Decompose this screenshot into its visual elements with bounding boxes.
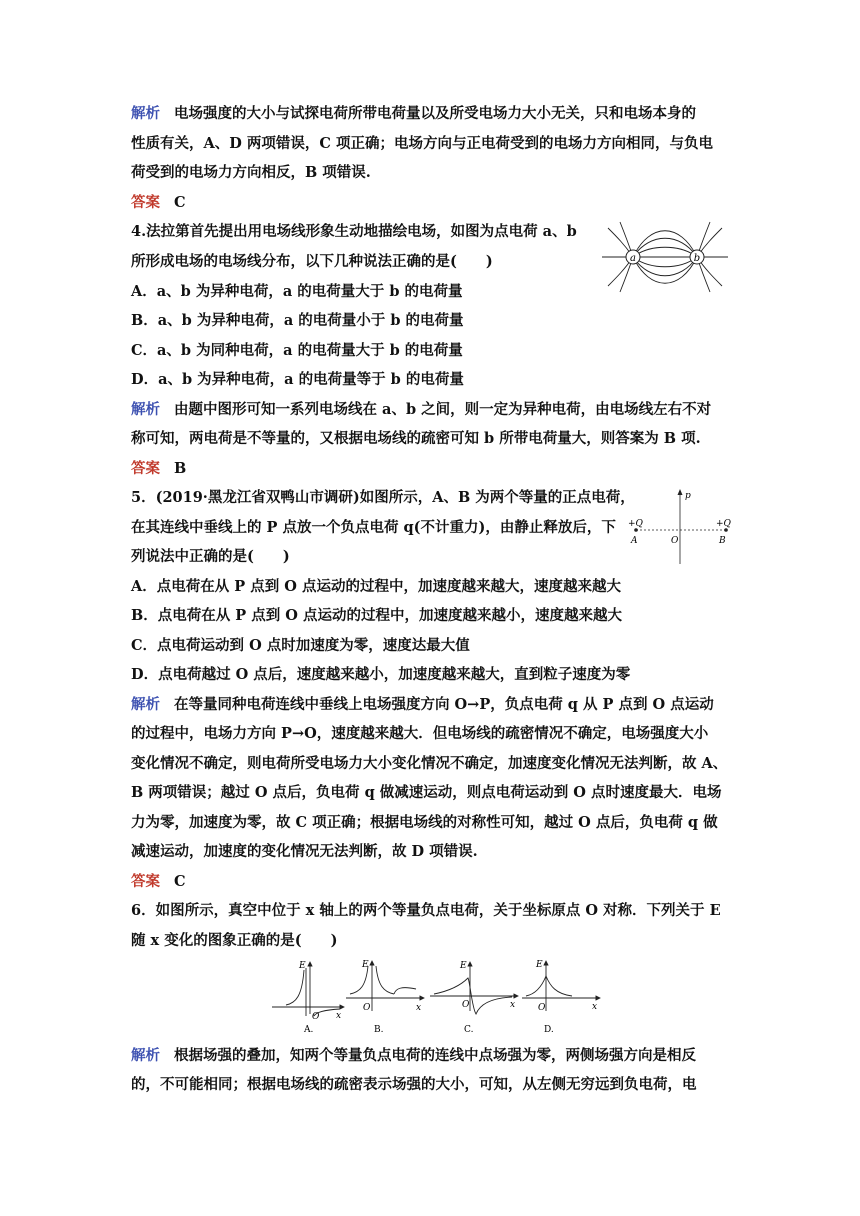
point-b-label: B (719, 536, 726, 546)
axis-e-label: E (536, 960, 543, 970)
axis-x-label: x (592, 1002, 598, 1012)
answer-label: 答案 (131, 194, 160, 211)
axis-e-label: E (362, 960, 369, 970)
origin-o-label: O (462, 1000, 470, 1010)
graph-caption: C. (464, 1025, 474, 1035)
q6-stem: 随 x 变化的图象正确的是( ) (131, 932, 338, 949)
origin-o-label: O (312, 1012, 320, 1022)
answer-value: B (174, 460, 187, 477)
graph-caption: A. (304, 1025, 314, 1035)
q5-analysis: 变化情况不确定，则电荷所受电场力大小变化情况不确定，加速度变化情况无法判断，故 A、 (131, 755, 728, 772)
q5-stem: 列说法中正确的是( ) (131, 548, 290, 565)
axis-x-label: x (510, 1000, 516, 1010)
q5-analysis: 力为零，加速度为零，故 C 项正确；根据电场线的对称性可知，越过 O 点后，负电荷 q 做 (131, 814, 718, 831)
analysis-line: 荷受到的电场力方向相反，B 项错误. (131, 164, 371, 181)
point-o-label: O (671, 536, 679, 546)
point-a-label: A (631, 536, 638, 546)
q4-stem: 4.法拉第首先提出用电场线形象生动地描绘电场，如图为点电荷 a、b (131, 223, 577, 240)
point-p-label: p (685, 491, 691, 501)
charge-a-label: a (630, 253, 636, 264)
axis-e-label: E (299, 961, 306, 971)
answer-value: C (174, 194, 186, 211)
q5-option-a: A．点电荷在从 P 点到 O 点运动的过程中，加速度越来越大，速度越来越大 (131, 578, 621, 595)
e-x-graphs-figure (266, 956, 606, 1036)
equal-charges-figure (622, 486, 742, 566)
q5-stem: 在其连线中垂线上的 P 点放一个负点电荷 q(不计重力)，由静止释放后，下 (131, 519, 616, 536)
q5-analysis: 减速运动，加速度的变化情况无法判断，故 D 项错误. (131, 843, 478, 860)
answer-line (131, 193, 186, 213)
q5-analysis: B 两项错误；越过 O 点后，负电荷 q 做减速运动，则点电荷运动到 O 点时速度最大．电场 (131, 784, 722, 801)
analysis-label: 解析 (131, 401, 160, 418)
q5-analysis: 的过程中，电场力方向 P→O，速度越来越大．但电场线的疏密情况不确定，电场强度大小 (131, 725, 709, 742)
analysis-line: 性质有关，A、D 两项错误，C 项正确；电场方向与正电荷受到的电场力方向相同，与负电 (131, 135, 713, 152)
q4-analysis: 解析 由题中图形可知一系列电场线在 a、b 之间，则一定为异种电荷，由电场线左右不对 (131, 401, 712, 418)
q4-stem: 所形成电场的电场线分布，以下几种说法正确的是( ) (131, 253, 493, 270)
analysis-label: 解析 (131, 1047, 160, 1064)
analysis-line: 解析 电场强度的大小与试探电荷所带电荷量以及所受电场力大小无关，只和电场本身的 (131, 105, 696, 122)
answer-label: 答案 (131, 460, 160, 477)
q4-option-b: B．a、b 为异种电荷，a 的电荷量小于 b 的电荷量 (131, 312, 464, 329)
graph-caption: D. (544, 1025, 554, 1035)
q5-answer (131, 872, 186, 892)
q5-analysis: 解析 在等量同种电荷连线中垂线上电场强度方向 O→P，负点电荷 q 从 P 点到 O 点运动 (131, 696, 714, 713)
origin-o-label: O (538, 1003, 546, 1013)
q4-answer (131, 459, 186, 479)
field-lines-figure (600, 220, 730, 295)
axis-x-label: x (336, 1011, 342, 1021)
q5-option-d: D．点电荷越过 O 点后，速度越来越小，加速度越来越大，直到粒子速度为零 (131, 666, 631, 683)
axis-e-label: E (460, 961, 467, 971)
graph-caption: B. (374, 1025, 384, 1035)
origin-o-label: O (363, 1003, 371, 1013)
answer-label: 答案 (131, 873, 160, 890)
q6-analysis: 的，不可能相同；根据电场线的疏密表示场强的大小，可知，从左侧无穷远到负电荷，电 (131, 1076, 697, 1093)
analysis-label: 解析 (131, 105, 160, 122)
q5-option-b: B．点电荷在从 P 点到 O 点运动的过程中，加速度越来越小，速度越来越大 (131, 607, 622, 624)
q4-option-a: A．a、b 为异种电荷，a 的电荷量大于 b 的电荷量 (131, 283, 463, 300)
analysis-label: 解析 (131, 696, 160, 713)
q6-stem: 6．如图所示，真空中位于 x 轴上的两个等量负点电荷，关于坐标原点 O 对称．下列关于 E (131, 902, 721, 919)
answer-value: C (174, 873, 186, 890)
q5-option-c: C．点电荷运动到 O 点时加速度为零，速度达最大值 (131, 637, 470, 654)
q4-analysis: 称可知，两电荷是不等量的，又根据电场线的疏密可知 b 所带电荷量大，则答案为 B 项. (131, 430, 701, 447)
axis-x-label: x (416, 1003, 422, 1013)
charge-b-label: b (693, 253, 701, 264)
charge-b-q-label: +Q (716, 519, 731, 529)
q6-analysis: 解析 根据场强的叠加，知两个等量负点电荷的连线中点场强为零，两侧场强方向是相反 (131, 1047, 696, 1064)
q5-stem: 5．(2019·黑龙江省双鸭山市调研)如图所示，A、B 为两个等量的正点电荷， (131, 489, 635, 506)
charge-a-q-label: +Q (628, 519, 643, 529)
q4-option-d: D．a、b 为异种电荷，a 的电荷量等于 b 的电荷量 (131, 371, 464, 388)
q4-option-c: C．a、b 为同种电荷，a 的电荷量大于 b 的电荷量 (131, 342, 463, 359)
